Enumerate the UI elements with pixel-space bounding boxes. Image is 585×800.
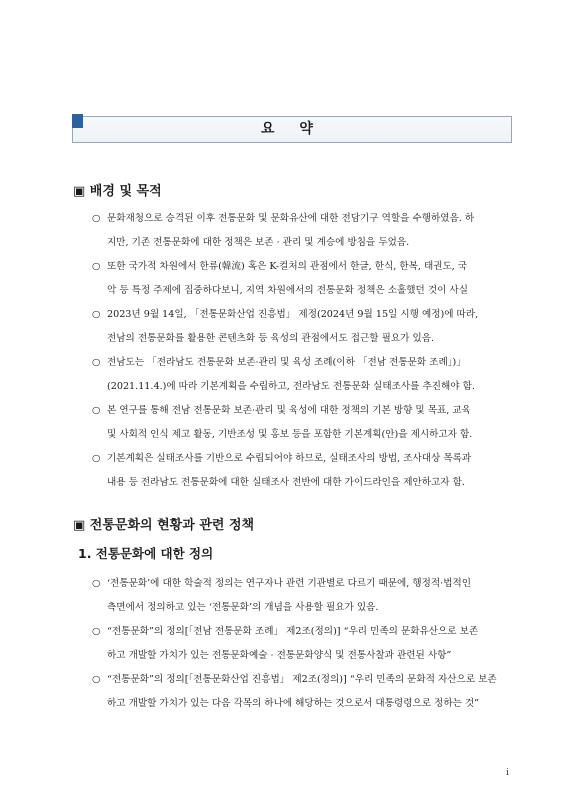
page-number: i [506, 768, 509, 778]
bullet-mark: ○ [92, 261, 101, 272]
bullet-mark: ○ [92, 453, 101, 464]
bullet-line: 전남의 전통문화를 활용한 콘텐츠화 등 육성의 관점에서도 접근할 필요가 있음. [107, 333, 435, 344]
bullet-line: 측면에서 정의하고 있는 ‘전통문화’의 개념을 사용할 필요가 있음. [107, 602, 379, 613]
bullet-line: 및 사회적 인식 제고 활동, 기반조성 및 홍보 등을 포함한 기본계획(안)을 제시하고자 함. [107, 429, 473, 440]
bullet-item [92, 620, 513, 668]
section-heading-background: ▣ 배경 및 목적 [73, 184, 162, 199]
bullet-mark: ○ [92, 405, 101, 416]
bullet-mark: ○ [92, 213, 101, 224]
bullet-item [92, 399, 513, 447]
bullet-line: 하고 개발할 가치가 있는 전통문화예술 · 전통문화양식 및 전통사찰과 관련된 사항” [107, 650, 452, 661]
bullet-item [92, 668, 513, 716]
bullet-line: 전남도는 「전라남도 전통문화 보존·관리 및 육성 조례(이하 「전남 전통문화 조례」)」 [107, 357, 466, 368]
bullet-line: 악 등 특정 주제에 집중하다보니, 지역 차원에서의 전통문화 정책은 소홀했던 것이 사실 [107, 285, 468, 296]
section-heading-status-policy: ▣ 전통문화의 현황과 관련 정책 [73, 518, 255, 533]
bullet-mark: ○ [92, 674, 101, 685]
bullet-line: 또한 국가적 차원에서 한류(韓流) 혹은 K-컬처의 관점에서 한글, 한식, 한복, 태권도, 국 [107, 261, 468, 272]
bullet-line: 문화재청으로 승격된 이후 전통문화 및 문화유산에 대한 전담기구 역할을 수행하였음. 하 [107, 213, 475, 224]
bullet-item [92, 351, 513, 399]
summary-title: 요 약 [261, 121, 323, 137]
title-marker-decoration [72, 114, 83, 128]
bullet-item [92, 255, 513, 303]
bullet-item [92, 572, 513, 620]
bullet-item [92, 447, 513, 495]
bullet-mark: ○ [92, 626, 101, 637]
bullet-line: 기본계획은 실태조사를 기반으로 수립되어야 하므로, 실태조사의 방법, 조사대상 목록과 [107, 453, 472, 464]
bullet-mark: ○ [92, 309, 101, 320]
bullet-line: “전통문화”의 정의[「전통문화산업 진흥법」 제2조(정의)] “우리 민족의 문화적 자산으로 보존 [107, 674, 497, 685]
bullet-line: 내용 등 전라남도 전통문화에 대한 실태조사 전반에 대한 가이드라인을 제안하고자 함. [107, 477, 465, 488]
bullet-line: “전통문화”의 정의[「전남 전통문화 조례」 제2조(정의)] “우리 민족의 문화유산으로 보존 [107, 626, 479, 637]
bullet-line: 2023년 9월 14일, 「전통문화산업 진흥법」 제정(2024년 9월 15일 시행 예정)에 따라, [107, 309, 479, 320]
bullet-line: 지만, 기존 전통문화에 대한 정책은 보존 · 관리 및 계승에 방침을 두었음. [107, 237, 410, 248]
bullet-line: 본 연구를 통해 전남 전통문화 보존·관리 및 육성에 대한 정책의 기본 방향 및 목표, 교육 [107, 405, 471, 416]
bullet-line: ‘전통문화’에 대한 학술적 정의는 연구자나 관련 기관별로 다르기 때문에, 행정적·법적인 [107, 578, 472, 589]
summary-title-box [72, 116, 512, 143]
bullet-line: (2021.11.4.)에 따라 기본계획을 수립하고, 전라남도 전통문화 실태조사를 추진해야 함. [107, 381, 475, 392]
bullet-item [92, 207, 513, 255]
bullet-mark: ○ [92, 357, 101, 368]
sub-heading-definition: 1. 전통문화에 대한 정의 [78, 546, 214, 561]
bullet-item [92, 303, 513, 351]
bullet-mark: ○ [92, 578, 101, 589]
bullet-line: 하고 개발할 가치가 있는 다음 각목의 하나에 해당하는 것으로서 대통령령으로 정하는 것” [107, 698, 480, 709]
